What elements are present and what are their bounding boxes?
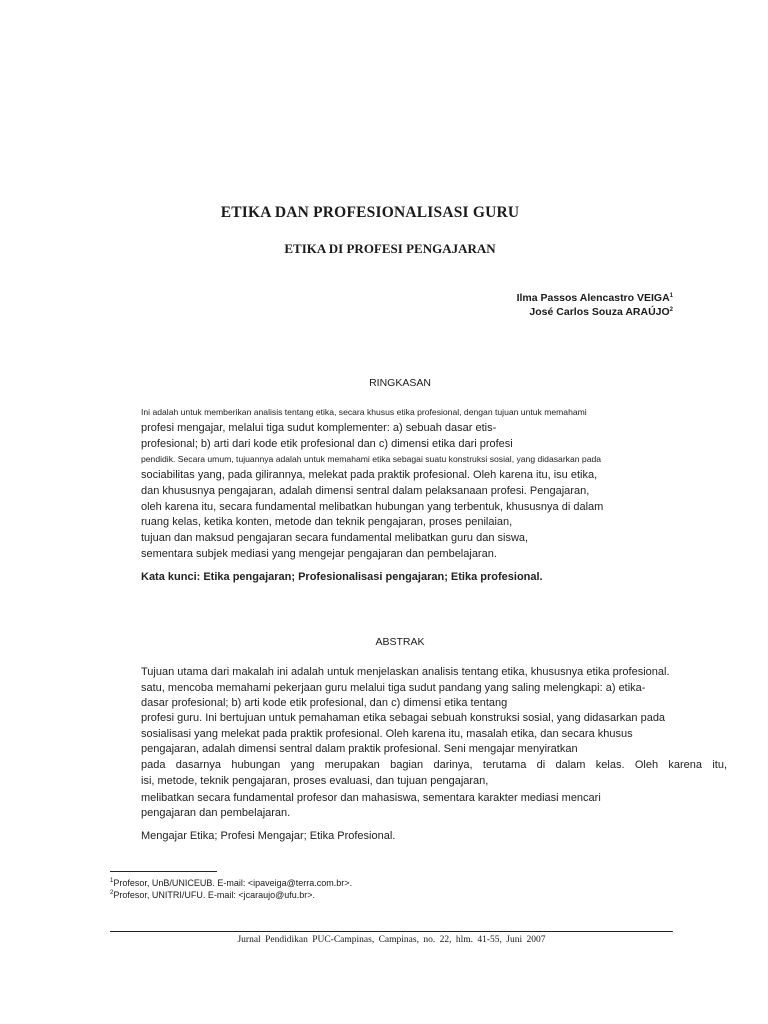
footnote-mark: 2 xyxy=(110,890,114,896)
footnote-mark: 1 xyxy=(669,293,673,299)
ringkasan-line: ruang kelas, ketika konten, metode dan teknik pengajaran, proses penilaian, xyxy=(141,516,513,528)
footnote-text: Profesor, UNITRI/UFU. E-mail: <jcaraujo@ufu.br>. xyxy=(113,890,316,900)
footnote-text: Profesor, UnB/UNICEUB. E-mail: <ipaveiga@terra.com.br>. xyxy=(113,878,353,888)
abstrak-line: satu, mencoba memahami pekerjaan guru melalui tiga sudut pandang yang saling melengkapi: a) etika- xyxy=(141,682,646,694)
abstrak-line: pengajaran dan pembelajaran. xyxy=(141,807,291,819)
footnote-1 xyxy=(110,878,352,888)
abstrak-line: profesi guru. Ini bertujuan untuk pemahaman etika sebagai sebuah konstruksi sosial, yang didasarkan pada xyxy=(141,712,666,724)
abstrak-line: dasar profesional; b) arti kode etik profesional, dan c) dimensi etika tentang xyxy=(141,697,508,709)
abstrak-line: isi, metode, teknik pengajaran, proses evaluasi, dan tujuan pengajaran, xyxy=(141,775,489,787)
footnote-2 xyxy=(110,890,315,900)
footnote-mark: 2 xyxy=(669,307,673,313)
ringkasan-line: dan khususnya pengajaran, adalah dimensi sentral dalam pelaksanaan profesi. Pengajaran, xyxy=(141,485,590,497)
ringkasan-line: profesional; b) arti dari kode etik profesional dan c) dimensi etika dari profesi xyxy=(141,438,513,450)
ringkasan-line: Ini adalah untuk memberikan analisis tentang etika, secara khusus etika profesional, dengan tujuan untuk memahami xyxy=(141,407,587,417)
author-name: José Carlos Souza ARAÚJO xyxy=(529,306,670,318)
ringkasan-line: profesi mengajar, melalui tiga sudut komplementer: a) sebuah dasar etis- xyxy=(141,422,497,434)
author-1 xyxy=(517,292,673,304)
abstrak-heading: ABSTRAK xyxy=(375,636,425,648)
ringkasan-keywords: Kata kunci: Etika pengajaran; Profesionalisasi pengajaran; Etika profesional. xyxy=(141,571,543,583)
abstrak-keywords: Mengajar Etika; Profesi Mengajar; Etika Profesional. xyxy=(141,830,396,842)
ringkasan-line: sementara subjek mediasi yang mengejar pengajaran dan pembelajaran. xyxy=(141,548,497,560)
ringkasan-line: pendidik. Secara umum, tujuannya adalah untuk memahami etika sebagai suatu konstruksi sosial, yang didasarkan pada xyxy=(141,454,602,464)
author-name: Ilma Passos Alencastro VEIGA xyxy=(516,292,670,304)
ringkasan-line: oleh karena itu, secara fundamental melibatkan hubungan yang terbentuk, khususnya di dalam xyxy=(141,501,604,513)
ringkasan-line: sociabilitas yang, pada gilirannya, melekat pada praktik profesional. Oleh karena itu, isu etika, xyxy=(141,469,598,481)
abstrak-line: Tujuan utama dari makalah ini adalah untuk menjelaskan analisis tentang etika, khususnya etika profesional. xyxy=(141,666,670,678)
article-title: ETIKA DAN PROFESIONALISASI GURU xyxy=(220,204,520,221)
article-subtitle: ETIKA DI PROFESI PENGAJARAN xyxy=(284,241,496,256)
footnote-mark: 1 xyxy=(110,878,114,884)
journal-citation: Jurnal Pendidikan PUC-Campinas, Campinas, no. 22, hlm. 41-55, Juni 2007 xyxy=(237,935,546,945)
abstrak-line: pengajaran, adalah dimensi sentral dalam praktik profesional. Seni mengajar menyiratkan xyxy=(141,743,578,755)
abstrak-line: pada dasarnya hubungan yang merupakan bagian darinya, terutama di dalam kelas. Oleh karena itu, xyxy=(141,759,727,771)
ringkasan-line: tujuan dan maksud pengajaran secara fundamental melibatkan guru dan siswa, xyxy=(141,532,529,544)
footer-divider xyxy=(110,931,673,932)
footnote-divider xyxy=(110,871,217,872)
ringkasan-heading: RINGKASAN xyxy=(369,377,431,389)
abstrak-line: sosialisasi yang melekat pada praktik profesional. Oleh karena itu, masalah etika, dan secara khusus xyxy=(141,728,633,740)
abstrak-line: melibatkan secara fundamental profesor dan mahasiswa, sementara karakter mediasi mencari xyxy=(141,792,601,804)
author-2 xyxy=(529,306,673,318)
